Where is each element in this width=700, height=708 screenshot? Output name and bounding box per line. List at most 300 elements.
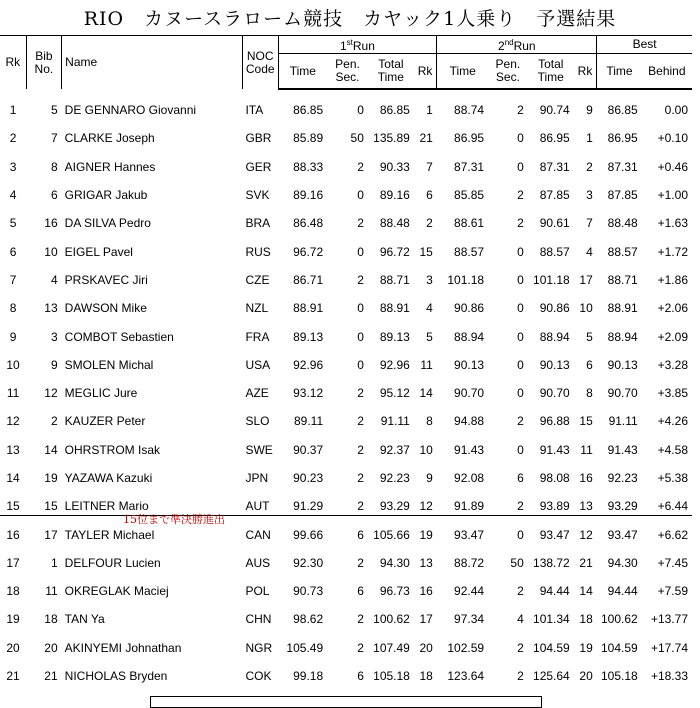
cell-name: OKREGLAK Maciej	[64, 584, 169, 599]
cell-p1: 50	[350, 131, 364, 146]
cell-p2: 2	[517, 669, 524, 684]
cell-p2: 4	[517, 612, 524, 627]
cell-bib: 5	[50, 102, 58, 117]
cell-best: 88.91	[607, 301, 638, 316]
cell-p2: 2	[517, 414, 524, 429]
cell-best: 93.29	[607, 499, 638, 514]
cell-behind: +3.28	[657, 357, 688, 372]
cell-name: GRIGAR Jakub	[64, 188, 148, 203]
cell-tt2: 87.31	[539, 159, 570, 174]
cell-name: TAYLER Michael	[64, 527, 155, 542]
cell-bib: 8	[50, 159, 58, 174]
cell-t2: 88.74	[454, 103, 485, 118]
cell-behind: +6.44	[657, 499, 688, 514]
cell-r2: 4	[586, 244, 593, 259]
cell-r1: 18	[419, 669, 433, 684]
cell-rk: 9	[9, 329, 17, 344]
cell-r2: 15	[579, 414, 593, 429]
cell-t2: 90.86	[454, 301, 485, 316]
cell-r2: 7	[586, 216, 593, 231]
cell-t2: 92.44	[454, 584, 485, 599]
footer-box	[150, 696, 542, 708]
cell-rk: 1	[9, 102, 17, 117]
header-run1-total: Total Time	[368, 54, 414, 90]
cell-rk: 10	[6, 357, 20, 372]
cell-rk: 7	[9, 272, 17, 287]
cell-p1: 6	[357, 584, 364, 599]
cell-r1: 2	[426, 216, 433, 231]
cell-behind: +7.59	[657, 584, 688, 599]
cell-tt2: 94.44	[539, 584, 570, 599]
cell-p2: 0	[517, 329, 524, 344]
cell-tt1: 93.29	[379, 499, 410, 514]
cell-rk: 8	[9, 301, 17, 316]
cell-noc: AUS	[245, 555, 271, 570]
cell-noc: SLO	[245, 414, 270, 429]
cell-rk: 6	[9, 244, 17, 259]
cell-r2: 8	[586, 386, 593, 401]
cell-t2: 91.89	[454, 499, 485, 514]
cell-p2: 0	[517, 386, 524, 401]
cell-r1: 4	[426, 301, 433, 316]
cell-tt2: 90.13	[539, 357, 570, 372]
cell-tt1: 88.91	[379, 301, 410, 316]
cell-r2: 5	[586, 329, 593, 344]
cell-best: 86.85	[607, 103, 638, 118]
cell-best: 90.13	[607, 357, 638, 372]
cell-r2: 1	[586, 131, 593, 146]
cell-bib: 7	[50, 131, 58, 146]
cell-p2: 2	[517, 584, 524, 599]
cell-r2: 10	[579, 301, 593, 316]
cell-tt1: 89.13	[379, 329, 410, 344]
cell-name: MEGLIC Jure	[64, 386, 138, 401]
cell-name: COMBOT Sebastien	[64, 329, 174, 344]
cell-bib: 16	[44, 216, 58, 231]
cell-name: TAN Ya	[64, 612, 105, 627]
cell-noc: GBR	[245, 131, 272, 146]
cell-bib: 19	[44, 471, 58, 485]
cell-noc: GER	[245, 159, 272, 174]
cell-rk: 20	[6, 640, 20, 655]
cell-p1: 2	[357, 414, 364, 429]
cell-p2: 0	[517, 131, 524, 146]
header-noc: NOC Code	[242, 36, 278, 90]
cell-r2: 16	[579, 471, 593, 485]
cell-behind: +0.46	[657, 159, 688, 174]
cell-name: DELFOUR Lucien	[64, 555, 161, 570]
header-rank: Rk	[5, 55, 21, 69]
table-row	[0, 124, 692, 152]
cell-p1: 0	[357, 103, 364, 118]
cell-bib: 3	[50, 329, 58, 344]
cell-t2: 92.08	[454, 471, 485, 485]
cell-p1: 0	[357, 188, 364, 203]
cell-p2: 2	[517, 640, 524, 655]
cell-r1: 3	[426, 272, 433, 287]
cell-r1: 11	[420, 357, 433, 372]
cell-rk: 3	[9, 159, 17, 174]
cell-r1: 21	[419, 131, 433, 146]
cell-noc: ITA	[245, 102, 264, 117]
cell-noc: POL	[245, 584, 270, 599]
cell-rk: 16	[6, 527, 20, 542]
cell-p2: 2	[517, 499, 524, 514]
cell-t2: 88.57	[454, 244, 485, 259]
cell-r2: 19	[579, 640, 593, 655]
cell-t1: 99.18	[293, 669, 324, 684]
table-row	[0, 407, 692, 435]
cell-tt1: 92.23	[379, 471, 410, 485]
table-row	[0, 209, 692, 237]
cell-name: DAWSON Mike	[64, 301, 147, 316]
cell-name: SMOLEN Michal	[64, 357, 154, 372]
cell-behind: +17.74	[650, 640, 688, 655]
cell-p1: 0	[357, 301, 364, 316]
cell-p1: 6	[357, 527, 364, 542]
cell-noc: SVK	[245, 188, 270, 203]
cell-best: 92.23	[607, 471, 638, 485]
cell-rk: 4	[9, 188, 17, 203]
cell-p1: 0	[357, 244, 364, 259]
cell-noc: NGR	[245, 640, 273, 655]
cell-r1: 8	[426, 414, 433, 429]
cell-t1: 86.71	[293, 272, 324, 287]
cell-behind: +1.72	[657, 244, 688, 259]
table-row	[0, 89, 692, 124]
header-behind: Behind	[642, 54, 692, 90]
cell-t2: 88.94	[454, 329, 485, 344]
cell-tt2: 87.85	[539, 188, 570, 203]
cell-noc: JPN	[245, 471, 269, 485]
cell-t2: 93.47	[454, 527, 485, 542]
cell-r2: 18	[579, 612, 593, 627]
cell-bib: 12	[44, 386, 58, 401]
cell-p2: 0	[517, 442, 524, 457]
cell-bib: 18	[44, 612, 58, 627]
cell-p2: 0	[517, 527, 524, 542]
cell-t2: 97.34	[454, 612, 485, 627]
cell-p1: 2	[357, 471, 364, 485]
cell-tt2: 86.95	[539, 131, 570, 146]
cell-best: 90.70	[607, 386, 638, 401]
cell-tt1: 88.71	[379, 272, 410, 287]
cell-best: 100.62	[601, 612, 638, 627]
cell-tt1: 105.66	[373, 527, 410, 542]
cell-t2: 123.64	[447, 669, 485, 684]
cell-bib: 21	[44, 669, 58, 684]
cell-best: 88.71	[607, 272, 638, 287]
cell-bib: 17	[44, 527, 58, 542]
cell-p1: 2	[357, 216, 364, 231]
cell-bib: 2	[50, 414, 58, 429]
table-row	[0, 520, 692, 548]
cell-name: DE GENNARO Giovanni	[64, 102, 197, 117]
cell-noc: AZE	[245, 386, 269, 401]
cell-noc: SWE	[245, 442, 273, 457]
cell-rk: 5	[9, 216, 17, 231]
cell-tt2: 90.74	[539, 103, 570, 118]
cell-best: 88.57	[607, 244, 638, 259]
cell-t2: 85.85	[454, 188, 485, 203]
cell-bib: 15	[44, 499, 58, 514]
cell-rk: 21	[6, 669, 20, 684]
cell-t1: 99.66	[293, 527, 324, 542]
cell-name: LEITNER Mario	[64, 499, 149, 514]
cell-noc: BRA	[245, 216, 271, 231]
cell-r1: 16	[419, 584, 433, 599]
header-best-time: Time	[597, 54, 642, 90]
cell-tt2: 96.88	[539, 414, 570, 429]
cell-name: NICHOLAS Bryden	[64, 669, 168, 684]
cell-r2: 17	[579, 272, 593, 287]
cell-bib: 11	[45, 584, 58, 599]
table-row	[0, 577, 692, 605]
cell-r1: 20	[419, 640, 433, 655]
cell-tt1: 92.96	[379, 357, 410, 372]
cell-tt1: 100.62	[373, 612, 410, 627]
cell-r1: 1	[426, 103, 433, 118]
cell-p2: 2	[517, 188, 524, 203]
cell-t1: 90.73	[293, 584, 324, 599]
cell-t2: 94.88	[454, 414, 485, 429]
cell-p2: 0	[517, 301, 524, 316]
cell-tt1: 95.12	[379, 386, 410, 401]
header-run2-total: Total Time	[528, 54, 574, 90]
cell-tt1: 107.49	[373, 640, 410, 655]
cell-t1: 92.30	[293, 555, 324, 570]
cell-p1: 2	[357, 272, 364, 287]
cell-t1: 90.37	[293, 442, 324, 457]
cell-noc: CAN	[245, 527, 271, 542]
table-row	[0, 379, 692, 407]
cell-t1: 93.12	[293, 386, 324, 401]
cell-t2: 88.61	[454, 216, 485, 231]
cell-name: EIGEL Pavel	[64, 244, 133, 259]
cell-p2: 6	[517, 471, 524, 485]
cell-behind: 0.00	[664, 103, 688, 118]
cell-r1: 5	[426, 329, 433, 344]
table-row	[0, 662, 692, 690]
cell-r1: 10	[419, 442, 433, 457]
cell-p1: 0	[357, 329, 364, 344]
cell-noc: RUS	[245, 244, 271, 259]
cell-tt1: 96.72	[379, 244, 410, 259]
table-row	[0, 436, 692, 464]
cell-r2: 13	[579, 499, 593, 514]
cell-tt2: 93.47	[539, 527, 570, 542]
table-row	[0, 549, 692, 577]
cell-t1: 105.49	[286, 640, 324, 655]
cell-best: 94.44	[607, 584, 638, 599]
cell-p1: 2	[357, 442, 364, 457]
cell-bib: 9	[50, 357, 58, 372]
header-name: Name	[62, 36, 243, 90]
cell-tt1: 135.89	[373, 131, 410, 146]
header-run2: 2ndRun	[437, 36, 597, 54]
header-run1-time: Time	[278, 54, 327, 90]
cell-p1: 2	[357, 555, 364, 570]
header-run2-time: Time	[437, 54, 488, 90]
cell-t1: 89.11	[293, 414, 324, 429]
cell-tt2: 91.43	[539, 442, 570, 457]
cell-t1: 88.33	[293, 159, 324, 174]
cell-r1: 14	[419, 386, 433, 401]
cell-behind: +18.33	[650, 669, 688, 684]
cell-name: PRSKAVEC Jiri	[64, 272, 148, 287]
cell-behind: +6.62	[657, 527, 688, 542]
table-row	[0, 322, 692, 350]
cell-r2: 11	[580, 442, 593, 457]
cell-name: YAZAWA Kazuki	[64, 471, 153, 485]
cell-tt2: 125.64	[533, 669, 570, 684]
cell-r1: 19	[419, 527, 433, 542]
cell-behind: +4.26	[657, 414, 688, 429]
cell-tt1: 89.16	[379, 188, 410, 203]
cell-rk: 19	[6, 612, 20, 627]
cell-noc: COK	[245, 669, 272, 684]
cell-t1: 90.23	[293, 471, 324, 485]
cell-best: 104.59	[601, 640, 638, 655]
cell-best: 94.30	[607, 555, 638, 570]
cell-rk: 13	[6, 442, 20, 457]
cell-best: 88.48	[607, 216, 638, 231]
cell-r2: 14	[579, 584, 593, 599]
cell-best: 87.85	[607, 188, 638, 203]
cell-tt2: 88.94	[539, 329, 570, 344]
cell-t1: 89.13	[293, 329, 324, 344]
cell-t1: 89.16	[293, 188, 324, 203]
header-bib: Bib No.	[26, 36, 62, 90]
cell-t2: 90.70	[454, 386, 485, 401]
cell-behind: +2.09	[657, 329, 688, 344]
cell-r2: 3	[586, 188, 593, 203]
cell-tt2: 138.72	[533, 555, 570, 570]
cell-behind: +1.63	[657, 216, 688, 231]
cell-behind: +13.77	[650, 612, 688, 627]
cell-p2: 50	[510, 555, 524, 570]
cell-p2: 0	[517, 244, 524, 259]
header-run1-pen: Pen. Sec.	[327, 54, 368, 90]
cell-tt1: 86.85	[379, 103, 410, 118]
cell-best: 87.31	[607, 159, 638, 174]
cell-behind: +1.86	[657, 272, 688, 287]
cell-p1: 2	[357, 612, 364, 627]
cell-best: 88.94	[607, 329, 638, 344]
cell-p2: 0	[517, 272, 524, 287]
cell-behind: +4.58	[657, 442, 688, 457]
cell-rk: 15	[6, 499, 20, 514]
cell-name: OHRSTROM Isak	[64, 442, 160, 457]
cell-bib: 13	[44, 301, 58, 316]
cell-r2: 6	[586, 357, 593, 372]
cell-rk: 17	[6, 555, 20, 570]
cell-t1: 86.48	[293, 216, 324, 231]
cell-t1: 85.89	[293, 131, 324, 146]
cell-r1: 15	[419, 244, 433, 259]
cell-behind: +0.10	[657, 131, 688, 146]
cell-best: 86.95	[607, 131, 638, 146]
cell-p1: 2	[357, 640, 364, 655]
cell-tt1: 92.37	[379, 442, 410, 457]
cell-bib: 4	[50, 272, 58, 287]
table-row	[0, 634, 692, 662]
cell-bib: 10	[44, 244, 58, 259]
cell-r1: 13	[419, 555, 433, 570]
cell-tt2: 93.89	[539, 499, 570, 514]
cell-bib: 14	[44, 442, 58, 457]
cell-t1: 86.85	[293, 103, 324, 118]
cell-t2: 102.59	[447, 640, 485, 655]
cell-behind: +3.85	[657, 386, 688, 401]
cell-noc: CHN	[245, 612, 272, 627]
cell-p1: 2	[357, 499, 364, 514]
cell-r2: 9	[586, 103, 593, 118]
results-table	[0, 35, 692, 690]
table-row	[0, 294, 692, 322]
cell-rk: 12	[6, 414, 20, 429]
cell-r1: 7	[426, 159, 433, 174]
cell-rk: 18	[6, 584, 20, 599]
cell-p1: 2	[357, 386, 364, 401]
cell-tt1: 105.18	[373, 669, 410, 684]
cell-behind: +7.45	[657, 555, 688, 570]
cell-name: AIGNER Hannes	[64, 159, 156, 174]
header-best: Best	[597, 36, 692, 54]
cell-p2: 2	[517, 216, 524, 231]
cell-rk: 2	[9, 131, 17, 146]
cell-name: CLARKE Joseph	[64, 131, 155, 146]
cell-behind: +1.00	[657, 188, 688, 203]
cell-behind: +2.06	[657, 301, 688, 316]
cell-noc: FRA	[245, 329, 270, 344]
cell-noc: NZL	[245, 301, 269, 316]
cell-p2: 0	[517, 159, 524, 174]
qualification-cutoff-line	[0, 515, 692, 516]
cell-noc: CZE	[245, 272, 270, 287]
table-row	[0, 351, 692, 379]
cell-p1: 0	[357, 357, 364, 372]
cell-t1: 92.96	[293, 357, 324, 372]
cell-tt2: 101.34	[533, 612, 570, 627]
cell-name: KAUZER Peter	[64, 414, 146, 429]
cell-t2: 90.13	[454, 357, 485, 372]
cell-tt1: 96.73	[379, 584, 410, 599]
cell-tt2: 104.59	[533, 640, 570, 655]
table-row	[0, 153, 692, 181]
cell-p1: 6	[357, 669, 364, 684]
cell-tt2: 101.18	[533, 272, 570, 287]
cell-r1: 12	[419, 499, 433, 514]
cell-r1: 6	[426, 188, 433, 203]
cell-r1: 17	[419, 612, 433, 627]
cell-t2: 101.18	[447, 272, 485, 287]
header-run2-pen: Pen. Sec.	[488, 54, 528, 90]
cell-best: 93.47	[607, 527, 638, 542]
cell-name: DA SILVA Pedro	[64, 216, 151, 231]
cell-tt2: 90.61	[539, 216, 570, 231]
cell-bib: 6	[50, 188, 58, 203]
cell-t1: 88.91	[293, 301, 324, 316]
cell-p2: 2	[517, 103, 524, 118]
cell-best: 91.43	[607, 442, 638, 457]
cell-p2: 0	[517, 357, 524, 372]
table-row	[0, 237, 692, 265]
cell-tt2: 88.57	[539, 244, 570, 259]
cell-tt1: 90.33	[379, 159, 410, 174]
cell-noc: AUT	[245, 499, 270, 514]
cell-tt1: 91.11	[380, 414, 410, 429]
